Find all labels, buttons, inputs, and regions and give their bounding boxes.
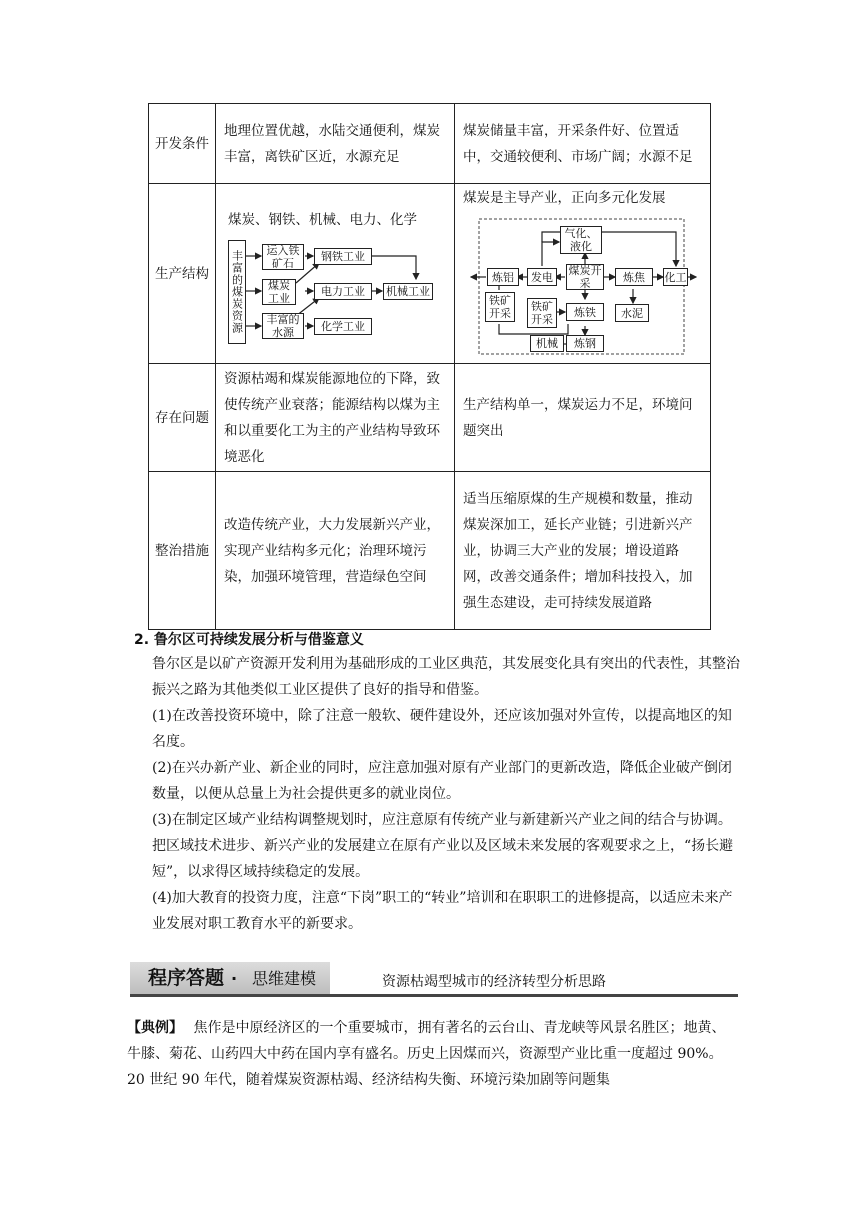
shanxi-structure-cell	[455, 184, 711, 364]
list-item: (3)在制定区域产业结构调整规划时，应注意原有传统产业与新建新兴产业之间的结合与协调。把区域技术进步、新兴产业的发展建立在原有产业以及区域未来发展的客观要求之上，“扬长避短”，以求得区域持续稳定的发展。	[152, 812, 734, 880]
steel-industry-box: 钢铁工业	[314, 248, 372, 265]
coal-resource-box: 丰富的煤炭资源	[228, 240, 246, 344]
ruhr-cell: 地理位置优越，水陆交通便利，煤炭丰富，离铁矿区近，水源充足	[216, 104, 455, 184]
example-label: 【典例】	[127, 1020, 183, 1036]
table-row	[149, 364, 711, 472]
table-row	[149, 184, 711, 364]
banner-main-title: 程序答题	[148, 967, 225, 989]
iron-smelting-box: 炼铁	[566, 303, 604, 321]
ruhr-structure-diagram	[216, 184, 454, 362]
chemical-industry-box: 化学工业	[314, 318, 372, 335]
coking-box: 炼焦	[615, 268, 653, 286]
coal-mining-box: 煤炭开采	[566, 264, 604, 290]
ruhr-cell: 资源枯竭和煤炭能源地位的下降，致使传统产业衰落；能源结构以煤为主和以重要化工为主的产业结构导致环境恶化	[216, 364, 455, 472]
ruhr-structure-cell	[216, 184, 455, 364]
machinery-box: 机械	[530, 335, 564, 352]
shanxi-structure-diagram	[455, 184, 710, 362]
list-item: (1)在改善投资环境中，除了注意一般软、硬件建设外，还应该加强对外宣传，以提高地区的知名度。	[152, 708, 732, 750]
ruhr-structure-title: 煤炭、钢铁、机械、电力、化学	[228, 212, 417, 228]
comparison-table	[148, 103, 711, 630]
iron-ore-box: 运入铁矿石	[262, 244, 304, 270]
ruhr-cell: 改造传统产业，大力发展新兴产业，实现产业结构多元化；治理环境污染，加强环境管理，营造绿色空间	[216, 472, 455, 630]
row-header: 生产结构	[149, 184, 216, 364]
section-title: 2. 鲁尔区可持续发展分析与借鉴意义	[134, 632, 364, 648]
iron-mine-box-2: 铁矿开采	[527, 298, 557, 328]
power-industry-box: 电力工业	[314, 283, 372, 300]
row-header: 存在问题	[149, 364, 216, 472]
water-source-box: 丰富的水源	[262, 313, 304, 339]
list-item: (4)加大教育的投资力度，注意“下岗”职工的“转业”培训和在职职工的进修提高，以适应未来产业发展对职工教育水平的新要求。	[152, 890, 733, 932]
section-intro	[152, 651, 744, 703]
coal-industry-box: 煤炭工业	[262, 279, 296, 305]
row-header: 开发条件	[149, 104, 216, 184]
example-text: 焦作是中原经济区的一个重要城市，拥有著名的云台山、青龙峡等风景名胜区；地黄、牛膝、菊花、山药四大中药在国内享有盛名。历史上因煤而兴，资源型产业比重一度超过 90%。20 世纪 90 年代，随着煤炭资源枯竭、经济结构失衡、环境污染加剧等问题集	[127, 1020, 726, 1088]
list-item: (2)在兴办新产业、新企业的同时，应注意加强对原有产业部门的更新改造，降低企业破产倒闭数量，以便从总量上为社会提供更多的就业岗位。	[152, 760, 732, 802]
shanxi-cell: 煤炭储量丰富，开采条件好、位置适中，交通较便利、市场广阔；水源不足	[455, 104, 711, 184]
shanxi-cell: 生产结构单一，煤炭运力不足，环境问题突出	[455, 364, 711, 472]
banner-subtitle: 思维建模	[252, 969, 317, 988]
cement-box: 水泥	[615, 304, 649, 322]
shanxi-structure-title: 煤炭是主导产业，正向多元化发展	[463, 190, 666, 206]
table-row	[149, 104, 711, 184]
iron-mine-box-1: 铁矿开采	[485, 292, 515, 322]
banner-dot: ·	[231, 969, 238, 988]
table-row	[149, 472, 711, 630]
row-header: 整治措施	[149, 472, 216, 630]
chemical-box: 化工	[663, 268, 688, 286]
power-generation-box: 发电	[527, 268, 557, 286]
gasification-box: 气化、液化	[560, 226, 602, 254]
steel-making-box: 炼钢	[566, 335, 604, 352]
machinery-industry-box: 机械工业	[383, 283, 433, 300]
section-banner	[130, 962, 738, 998]
intro-text: 鲁尔区是以矿产资源开发利用为基础形成的工业区典范，其发展变化具有突出的代表性，其整治振兴之路为其他类似工业区提供了良好的指导和借鉴。	[152, 656, 740, 698]
example-paragraph	[127, 1015, 739, 1093]
banner-rule	[130, 994, 738, 997]
ruhr-arrows	[216, 184, 438, 362]
shanxi-cell: 适当压缩原煤的生产规模和数量，推动煤炭深加工，延长产业链；引进新兴产业，协调三大产业的发展；增设道路网，改善交通条件；增加科技投入，加强生态建设，走可持续发展道路	[455, 472, 711, 630]
banner-topic: 资源枯竭型城市的经济转型分析思路	[382, 974, 606, 990]
aluminum-box: 炼铝	[487, 268, 519, 286]
